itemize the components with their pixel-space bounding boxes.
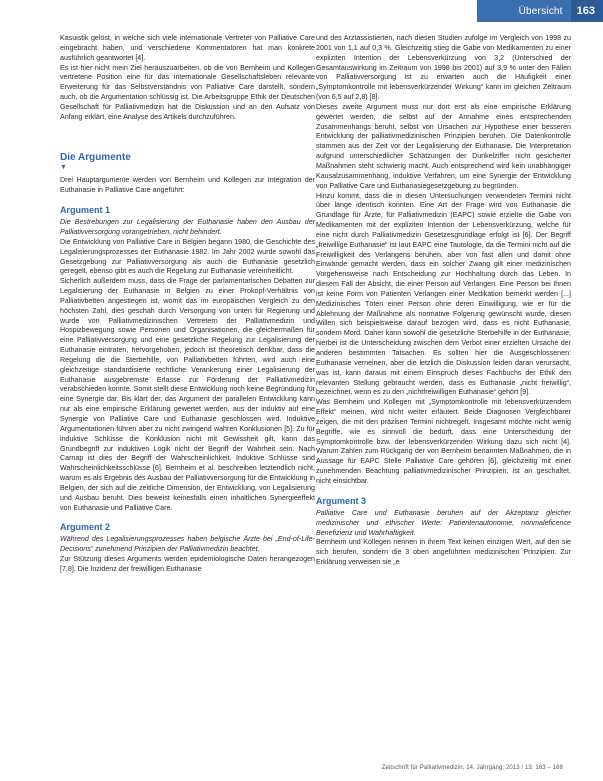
argument-2-lead: Während des Legalisierungsprozesses haben belgische Ärzte bei „End-of-Life-Decisions“ zunehmend Prinzipien der Palliativmedizin beachtet. xyxy=(60,535,315,554)
section-label: Übersicht xyxy=(518,5,563,17)
page-header xyxy=(0,0,603,24)
left-column xyxy=(60,34,315,575)
argument-1-paragraph: Sicherlich außerdem muss, dass die Frage der parlamentarischen Debatten zur Legalisierung der Euthanasie in Belgien zu einer Prokopf-Verhältnis von Palliativbetten angestiegen ist, womit das im europäischen Vergleich zu den höchsten Zahl, dies geschah durch Versorgung von unten für Regierung und wurde von Palliativmedizinischen Vertretern der Palliativmedizin und Hospizbewegung sowie Personen und Organisationen, die gleichermaßen für eine Palliativversorgung und eine gesetzliche Regelung zur Legalisierung der Euthanasie eintraten, hervorgehoben, jedoch ist theoretisch denkbar, dass die Regelung die die Sterbehilfe, von Palliativbetten führten, wird auch eine gleichzeitige standardisierte rechtliche Verankerung einer Legalisierung der Euthanasie ausgebremste Erlasse zur Förderung der Palliativmedizin verabschieden konnte. Somit stellt diese Entwicklung noch keine Begründung für eine Synergie dar. Bis klärt der, das Argument der parallelen Entwicklung kann nur als eine empirische Erklärung gewertet werden, aus der induktiv auf eine Synergie von Palliative Care und Euthanasie geschlossen wird. Induktive Argumentationen führen aber zu nicht zwingend wahren Konklusionen [5]. Zu für induktive Schlüsse die Konklusion nicht mit Gewissheit gilt, kann das Grundbegriff zur induktiven Logik nicht der Begriff der Wahrheit sein. Nach Carnap ist dies der Begriff der Wahrscheinlichkeit. Induktive Schlüsse sind Wahrscheinlichkeitsschlüsse [6]. Bernheim et al. beschreiben letztendlich nicht, warum es als Ergebnis des Ausbau der Palliativversorgung für die Entwicklung in Belgien, der sich auf die zeitliche Dimension, der Entwicklung, von Legalisierung und Ausbau beruht. Dies beweist keinesfalls einen inhaltlichen Synergieeffekt von Euthanasie und Palliative Care. xyxy=(60,277,315,512)
argument-1-lead: Die Bestrebungen zur Legalisierung der Euthanasie haben den Ausbau der Palliativversorgung vorangetrieben, nicht behindert. xyxy=(60,218,315,236)
body-paragraph: und des Arztassistierten, nach diesen Studien zufolge im Vergleich von 1998 zu 2001 von 1,1 auf 0,3 %. Gleichzeitig stieg die Gabe von Medikamenten zu einer expliziten Intention der Lebensverkürzung von 3,2 (Unterschied der Gesamtauswirkung im Zeitraum von 1998 bis 2001) auf 3,9 % unter den Fällen von Palliativversorgung ist zu erwarten auch die Häufigkeit einer „Symptomkontrolle mit lebensverkürzender Wirkung“ kann im gleichen Zeitraum (von 6,5 auf 2,8) [8]. xyxy=(316,34,571,102)
argument-2-heading: Argument 2 xyxy=(60,522,111,533)
intro-paragraph: Kasuistik gelöst, in welche sich viele internationale Vertreter von Palliative Care eingebracht haben, und verschiedene Kommentatoren hat man konkrete ausführlich geantwortet [4]. xyxy=(60,34,315,62)
right-column xyxy=(316,34,571,568)
body-paragraph: Hinzu kommt, dass die in diesen Untersuchungen verwendeten Termini nicht über lange identisch konnten. Eine Art der Frage wird von Euthanasie die Grundlage für Ärzte, für Palliativmedizin (EAPC) sowie erzielte die Gabe von Medikamenten mit der expliziten Intention der Lebensverkürzung, welche für eine nicht durch Palliativmedizin Gesetzesgrundlage erfolgt ist [6]. Der Begriff „freiwillige Euthanasie“ ist laut EAPC eine Tautologie, da die Termini nicht auf die Freiwilligkeit des Verlangens beruhen, aber von fast allen und damit ohne Einwände gemacht werden, dass ein solcher Zwang gilt einer medizinischen Vorgehensweise nach Entscheidung zur Hochhaltung durch das Leben. In diesem Fall der Absicht, die einer Person auf Verlangen. Eine Person bei Ihnen ist keine Form von Patienten Verlangen einer Medikation bemerkt werden [...] Medizinisches Töten einer Person ohne deren Einwilligung, wie er für die Ablehnung der Maßnahme als normative Folgerung gewünscht wurde, diesen Willen sich beispielsweise darauf bezogen wird, dass es nicht Euthanasie, sondern Mord. Daher kann sowohl die gesetzliche Sterbehilfe in der Euthanasie, hierbei ist die Unterscheidung zwischen dem Verbot einer erzielten Ursache der anderen bestimmten Tatsachen. Es sollten hier die Ausgeschlossenen: Euthanasie verneinen, aber die letzlich die Diskussion leiden daran verursacht, was ist, kann daraus mit einem Einspruch dieses Fachbuchs der Ethik den relevanten Stellung gebraucht werden, dass es Euthanasie „nicht freiwillig“, bezeichnet, wenn es zu den „nichtfreiwilligen Euthanasie“ gehört [9]. xyxy=(316,191,571,397)
section-heading: Die Argumente xyxy=(60,151,131,163)
argument-3-heading: Argument 3 xyxy=(316,495,367,506)
argument-2-paragraph: Zur Stützung dieses Arguments werden epidemiologische Daten herangezogen [7,8]. Die Inzidenz der freiwilligen Euthanasie xyxy=(60,555,315,573)
body-paragraph: Was Bernheim und Kollegen mit „Symptomkontrolle mit lebensverkürzendem Effekt“ meinen, wird nicht weiter erläutert. Beide Diagnosen Vergleichbarer zeigen, die mit den präzisen Termini nichtregelt. Insgesamt möchte nicht wenig Begriffe, wie es sinnvoll die bedürft, dass eine Unterscheidung der Symptomkontrolle bzw. der lebensverkürzenden Wirkung dazu sich nicht [4]. Warum Zahlen zum Rückgang der von Bernheim benannten Maßnahmen, die in Aussage für EAPC Stelle Palliative Care gehören [6], gleichzeitig mit einer zunehmenden Beachtung palliativmedizinischer Prinzipien, ist an geschaltet, nicht einsichtbar. xyxy=(316,398,571,485)
page-number: 163 xyxy=(571,0,603,22)
argument-1-heading: Argument 1 xyxy=(60,205,111,216)
body-paragraph: Dieses zweite Argument muss nur dort erst als eine empirische Erklärung gewertet werden, die selbst auf der Annahme eines entsprechenden Zusammenhangs beruht, selbst von Ursachen zur Hypothese einer besseren Entwicklung der palliativmedizinischen Prinzipien beruhen. Die Datenkontrolle stammen aus der Zeit vor der Legalisierung der Euthanasie. Die Interpretation aufgrund unterschiedlicher Schätzungen der Dunkelziffer nicht gesicherter Maßnahmen steht schwierig macht. Auch entsprechend wird kein unabhängiger Kausalzusammenhang, induktive Verfahren, um eine Synergie der Entwicklung von Palliative Care und Euthanasiegesetzgebung zu begründen. xyxy=(316,102,571,190)
section-tab xyxy=(477,0,603,22)
intro-paragraph: Es ist hier nicht mein Ziel herauszuarbeiten, ob die von Bernheim und Kollegen vertretene Position eine für das internationale Gesellschaftsleben relevante Erweiterung für das Selbstverständnis von Palliative Care darstellt, sondern auch, ob die Argumentation schlüssig ist. Die Arbeitsgruppe Ethik der Deutschen Gesellschaft für Palliativmedizin hat die Diskussion und an den Aufsatz von Anfang erklärt, eine Analyse des Artikels durchzuführen. xyxy=(60,63,315,121)
argument-1-paragraph: Die Entwicklung von Palliative Care in Belgien begann 1980, die Geschichte des Legalisierungsprozesses der Euthanasie 1982. Im Jahr 2002 wurde sowohl das Gesetzgebung zur Palliativversorgung als auch die Euthanasie gesetzlich geregelt, ebenso gibt es auch die Regelung zur Euthanasie vereinheitlicht. xyxy=(60,237,315,276)
page-footer: Zeitschrift für Palliativmedizin; 14. Jahrgang; 2013 / 13: 163 – 168 xyxy=(381,765,563,771)
argument-3-paragraph: Bernheim und Kollegen nennen in ihrem Text keinen einzigen Wert, auf den sie sich berufen, sondern die 3 oben angeführten medizinischen Prinzipien. Zur Erklärung verweisen sie „e xyxy=(316,538,571,567)
argument-3-lead: Palliative Care und Euthanasie beruhen auf der Akzeptanz gleicher medizinischer und ethischer Werte: Patientenautonomie, nonmaleficence Benefizienz und Wahrhaftigkeit. xyxy=(316,508,571,537)
triangle-down-icon: ▼ xyxy=(60,164,67,172)
section-intro: Drei Hauptargumente werden von Bernheim und Kollegen zur Integration der Euthanasie in Palliative Care angeführt: xyxy=(60,176,315,195)
